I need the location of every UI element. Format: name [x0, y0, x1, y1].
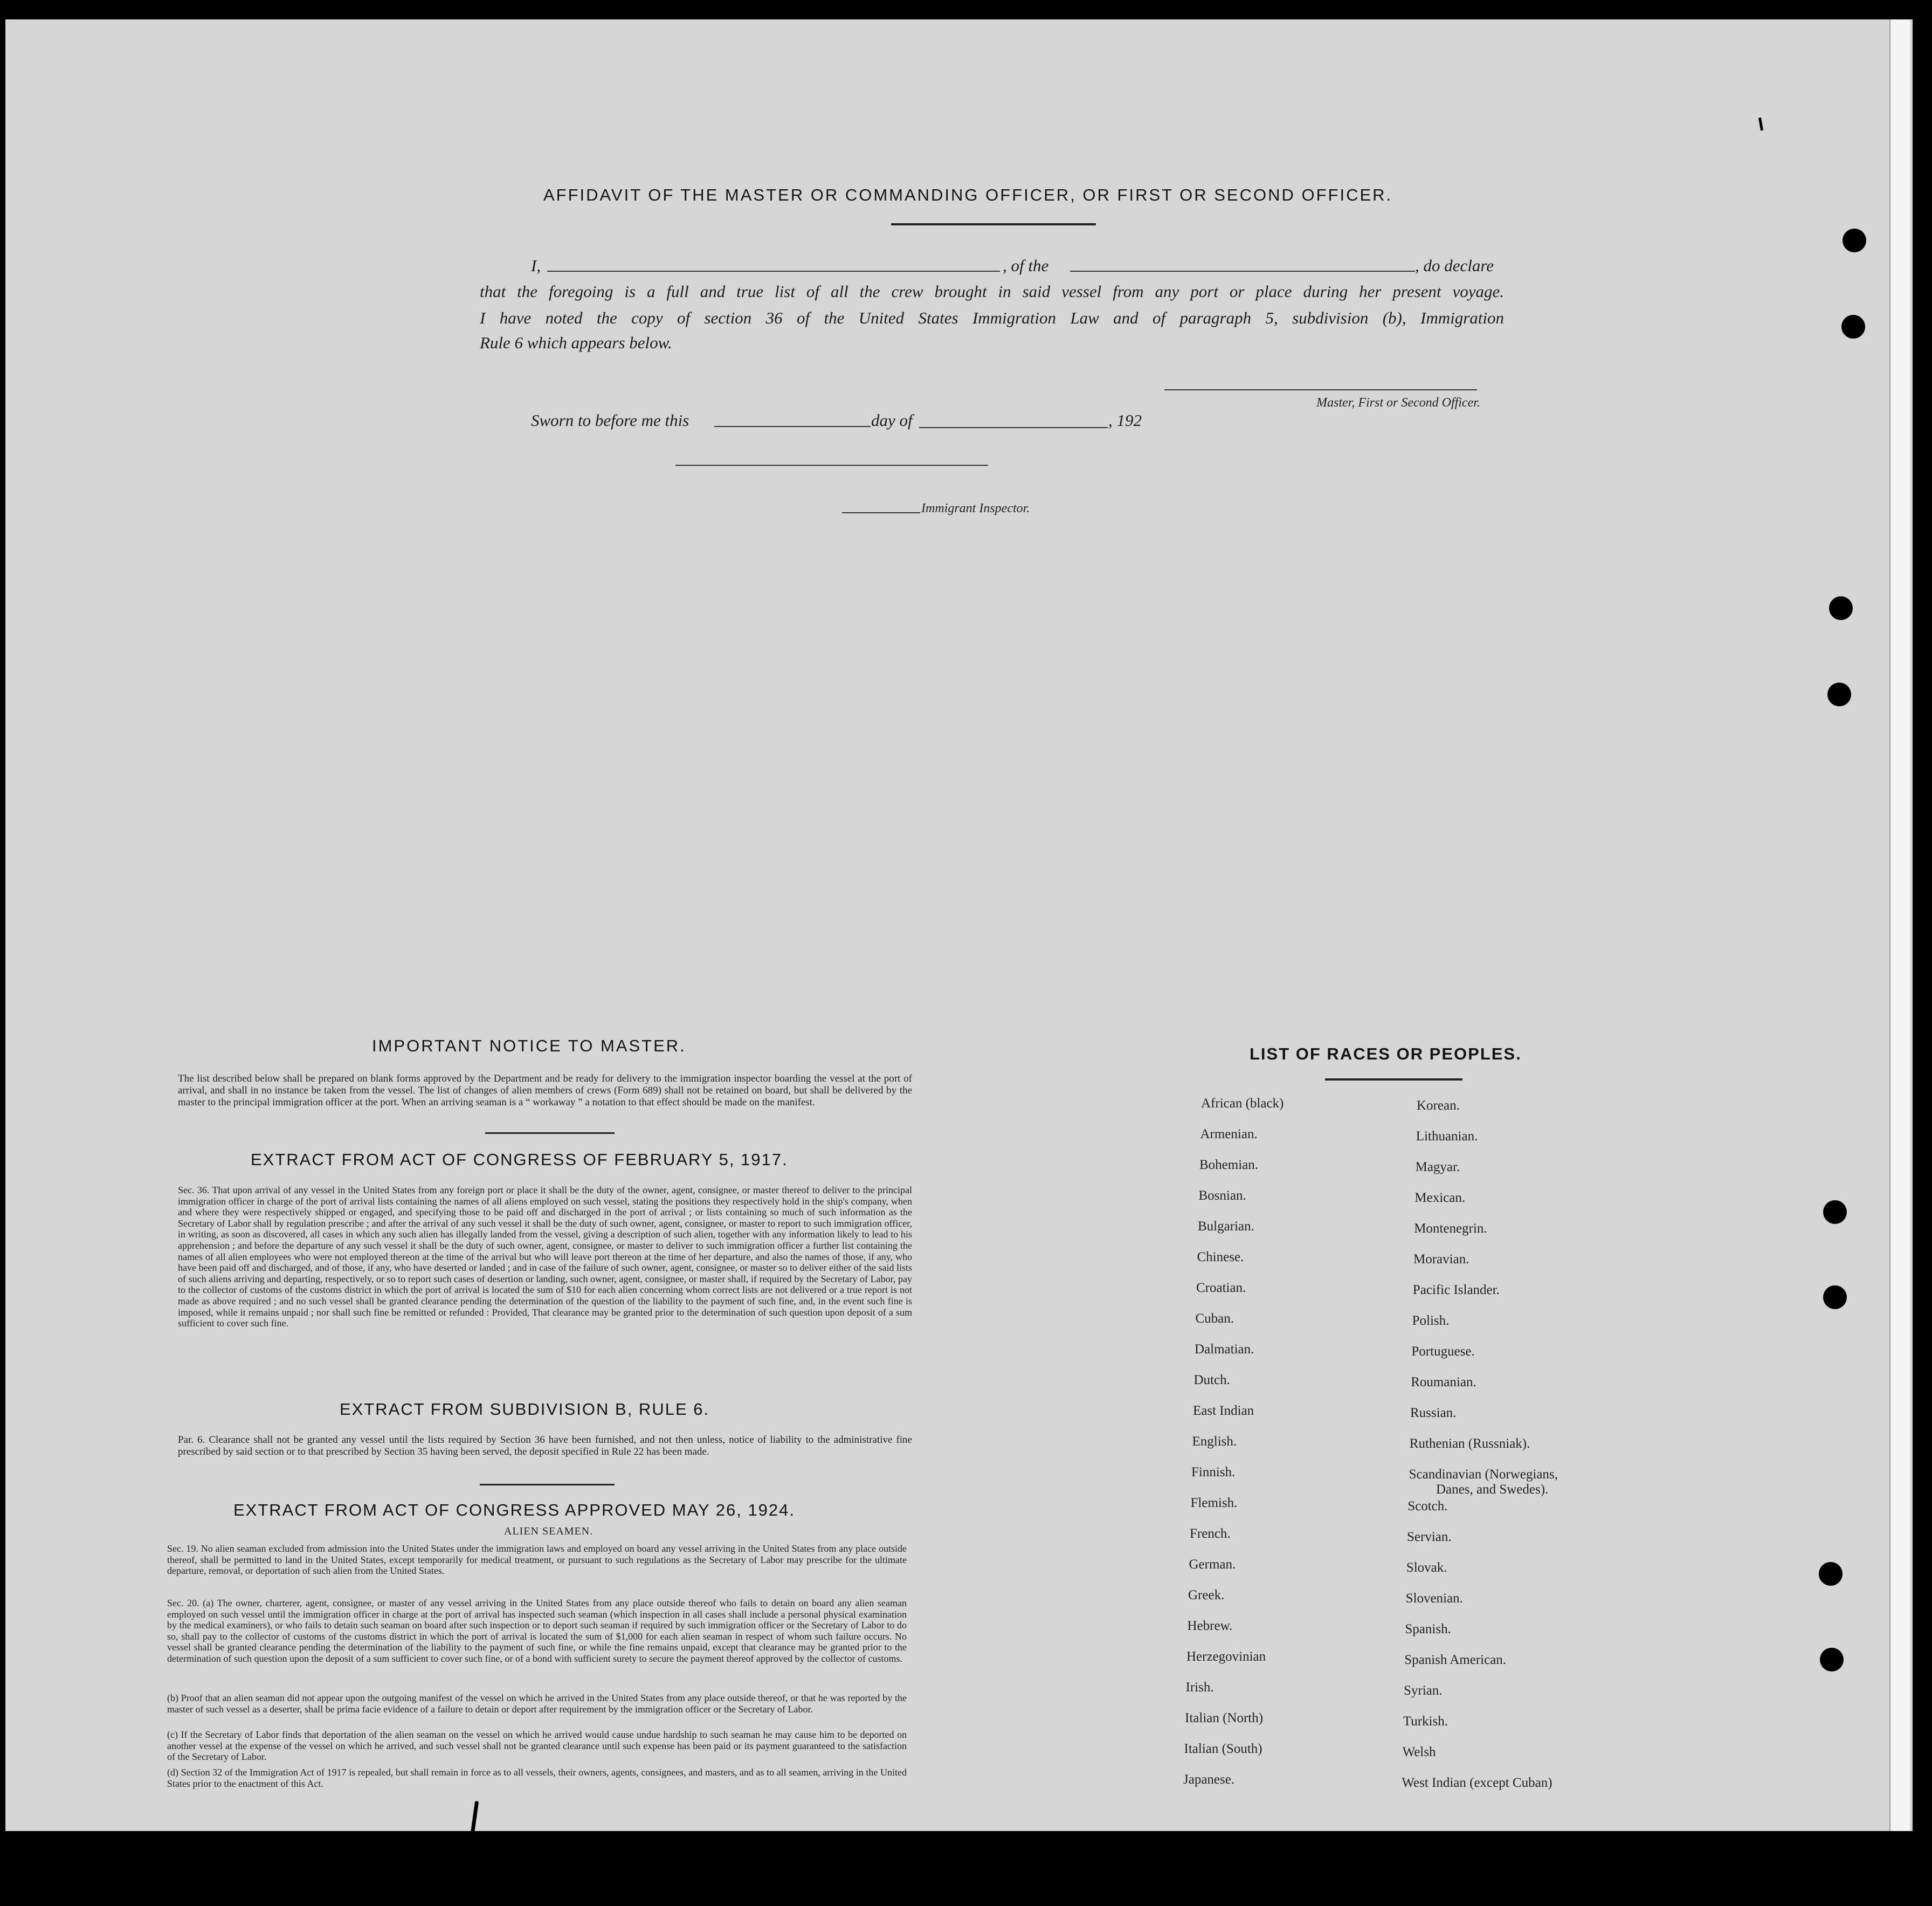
race-item: Lithuanian.	[1416, 1129, 1478, 1144]
notice-divider	[485, 1132, 615, 1134]
race-item: Slovenian.	[1405, 1591, 1463, 1606]
race-item: Servian.	[1407, 1530, 1452, 1544]
name-blank	[547, 271, 1000, 272]
binder-hole	[1823, 1200, 1847, 1224]
race-item: Dalmatian.	[1195, 1342, 1254, 1357]
rule6-divider	[480, 1484, 615, 1485]
race-item: Irish.	[1185, 1680, 1214, 1695]
affidavit-declare-label: , do declare	[1415, 256, 1494, 275]
race-item: Polish.	[1412, 1313, 1450, 1328]
extract-1924-subtitle: ALIEN SEAMEN.	[504, 1525, 594, 1537]
title-underline	[891, 223, 1096, 225]
binder-hole	[1843, 229, 1866, 252]
race-item: Armenian.	[1200, 1127, 1258, 1141]
binder-hole	[1841, 315, 1865, 339]
extract-1924-sec20a: Sec. 20. (a) The owner, charterer, agent, consignee, or master of any vessel arriving in the United States from any place outside thereof who fails to detain on board any alien seaman employed on such vessel until the immigration officer in charge at the port of arrival has inspected such seaman (which inspection in all cases shall include a personal physical examination by the medical examiners), or who fails to detain such seaman on board after such inspection or to deport such seaman if required by such immigration officer or the Secretary of Labor to do so, shall pay to the collector of customs of the customs district in which the port of arrival is located the sum of $1,000 for each alien seaman in respect of whom such failure occurs. No vessel shall be granted clearance pending the determination of the liability to the payment of such fine, or while the fine remains unpaid, except that clearance may be granted prior to the determination of such question upon the deposit of a sum sufficient to cover such fine, or of a bond with sufficient surety to secure the payment thereof approved by the collector of customs.	[167, 1598, 907, 1664]
race-item: Moravian.	[1413, 1252, 1469, 1267]
race-item: Bohemian.	[1199, 1158, 1259, 1172]
affidavit-line-4: Rule 6 which appears below.	[480, 333, 672, 352]
sworn-year-label: , 192	[1108, 411, 1142, 430]
race-item: Danes, and Swedes).	[1436, 1482, 1549, 1497]
binder-hole	[1823, 1285, 1847, 1309]
race-item: Cuban.	[1195, 1311, 1234, 1326]
inspector-caption: Immigrant Inspector.	[921, 501, 1030, 515]
inspector-signature-blank	[675, 465, 988, 466]
race-item: Syrian.	[1404, 1683, 1443, 1698]
extract-rule6-title: EXTRACT FROM SUBDIVISION B, RULE 6.	[340, 1400, 710, 1419]
extract-1924-title: EXTRACT FROM ACT OF CONGRESS APPROVED MAY 26, 1924.	[233, 1501, 796, 1519]
affidavit-title: AFFIDAVIT OF THE MASTER OR COMMANDING OFFICER, OR FIRST OR SECOND OFFICER.	[543, 185, 1393, 204]
race-item: Portuguese.	[1411, 1344, 1475, 1359]
binder-hole	[1829, 596, 1853, 620]
race-item: Flemish.	[1190, 1496, 1238, 1510]
race-item: English.	[1192, 1434, 1237, 1449]
race-item: Spanish.	[1405, 1622, 1451, 1636]
signature-blank	[1164, 389, 1477, 390]
race-item: Croatian.	[1196, 1281, 1246, 1295]
race-item: Japanese.	[1183, 1772, 1235, 1787]
races-title: LIST OF RACES OR PEOPLES.	[1250, 1044, 1522, 1063]
race-item: Italian (North)	[1185, 1711, 1264, 1725]
race-item: Korean.	[1417, 1098, 1460, 1113]
sworn-day-of-label: day of	[871, 411, 913, 430]
race-item: Roumanian.	[1411, 1375, 1476, 1389]
notice-title: IMPORTANT NOTICE TO MASTER.	[372, 1036, 686, 1055]
sworn-label: Sworn to before me this	[531, 411, 689, 430]
race-item: African (black)	[1201, 1096, 1284, 1111]
race-item: German.	[1189, 1557, 1236, 1572]
race-item: Dutch.	[1193, 1373, 1230, 1387]
extract-1924-sec20b: (b) Proof that an alien seaman did not appear upon the outgoing manifest of the vessel on which he arrived in the United States from any place outside thereof, or that he was reported by the master of such vessel as a deserter, shall be prima facie evidence of a failure to detain or deport after requirement by the immigration officer or the Secretary of Labor.	[167, 1692, 907, 1715]
race-item: East Indian	[1193, 1403, 1254, 1418]
extract-1924-sec20c: (c) If the Secretary of Labor finds that deportation of the alien seaman on the vessel on which he arrived would cause undue hardship to such seaman he may cause him to be deported on another vessel at the expense of the vessel on which he arrived, and such vessel shall not be granted clearance until such expense has been paid or its payment guaranteed to the satisfaction of the Secretary of Labor.	[167, 1729, 907, 1762]
race-item: Pacific Islander.	[1412, 1283, 1500, 1297]
race-item: Hebrew.	[1187, 1619, 1233, 1633]
extract-1924-sec19: Sec. 19. No alien seaman excluded from admission into the United States under the immigration laws and employed on board any vessel arriving in the United States from any place outside thereof, shall be permitted to land in the United States, except temporarily for medical treatment, or pursuant to such regulations as the Secretary of Labor may prescribe for the ultimate departure, removal, or deportation of such alien from the United States.	[167, 1543, 907, 1576]
race-item: Russian.	[1410, 1406, 1457, 1420]
signature-caption: Master, First or Second Officer.	[1316, 396, 1480, 410]
extract-1917-title: EXTRACT FROM ACT OF CONGRESS OF FEBRUARY 5, 1917.	[251, 1150, 788, 1169]
race-item: Spanish American.	[1404, 1653, 1507, 1667]
page-edge	[1889, 19, 1910, 1831]
affidavit-i-label: I,	[531, 256, 541, 275]
affidavit-line-3: I have noted the copy of section 36 of the United States Immigration Law and of paragraph 5, subdivision (b), Immigration	[480, 308, 1504, 327]
notice-text: The list described below shall be prepared on blank forms approved by the Department and be ready for delivery to the immigration inspector boarding the vessel at the port of arrival, and shall in no instance be taken from the vessel. The list of changes of alien members of crews (Form 689) shall not be retained on board, but shall be delivered by the master to the principal immigration officer at the port. When an arriving seaman is a “ workaway ” a notation to that effect should be made on the manifest.	[178, 1073, 912, 1108]
binder-hole	[1827, 683, 1851, 706]
race-item: Ruthenian (Russniak).	[1409, 1436, 1530, 1451]
race-item: Magyar.	[1415, 1160, 1460, 1174]
binder-hole	[1820, 1648, 1844, 1671]
sworn-day-blank	[714, 426, 871, 427]
inspector-prefix-blank	[842, 512, 920, 513]
race-item: Scotch.	[1407, 1499, 1448, 1513]
race-item: Welsh	[1402, 1745, 1436, 1759]
races-title-underline	[1325, 1078, 1462, 1081]
race-item: Bulgarian.	[1198, 1219, 1254, 1234]
race-item: Chinese.	[1197, 1250, 1244, 1264]
binder-hole	[1819, 1562, 1843, 1586]
sworn-month-blank	[919, 427, 1108, 428]
vessel-blank	[1070, 271, 1415, 272]
race-item: Finnish.	[1191, 1465, 1236, 1480]
extract-1917-text: Sec. 36. That upon arrival of any vessel in the United States from any foreign port or place it shall be the duty of the owner, agent, consignee, or master thereof to deliver to the principal immigration officer in charge of the port of arrival lists containing the names of all aliens employed on such vessel, stating the positions they respectively hold in the ship's company, when and where they were respectively shipped or engaged, and specifying those to be paid off and discharged in the port of arrival ; or lists containing so much of such information as the Secretary of Labor shall by regulation prescribe ; and after the arrival of any such vessel it shall be the duty of such owner, agent, consignee, or master to report to such immigration officer, in writing, as soon as discovered, all cases in which any such alien has illegally landed from the vessel, giving a description of such alien, together with any information likely to lead to his apprehension ; and before the departure of any such vessel it shall be the duty of such owner, agent, consignee, or master to deliver to such immigration officer a further list containing the names of all alien employees who were not employed thereon at the time of the arrival but who will leave port thereon at the time of her departure, and also the names of those, if any, who have been paid off and discharged, and of those, if any, who have deserted or landed ; and in case of the failure of such owner, agent, consignee, or master so to deliver either of the said lists of such aliens arriving and departing, respectively, or so to report such cases of desertion or landing, such owner, agent, consignee, or master shall, if required by the Secretary of Labor, pay to the collector of customs of the customs district in which the port of arrival is located the sum of $10 for each alien concerning whom correct lists are not delivered or a true report is not made as above required ; and no such vessel shall be granted clearance pending the determination of the question of the liability to the payment of such fine, and, in the event such fine is imposed, while it remains unpaid ; nor shall such fine be remitted or refunded : Provided, That clearance may be granted prior to the determination of such question upon deposit of a sum sufficient to cover such fine.	[178, 1185, 912, 1329]
extract-rule6-text: Par. 6. Clearance shall not be granted any vessel until the lists required by Section 36 have been furnished, and not then unless, notice of liability to the administrative fine prescribed by said section or to that prescribed by Section 35 having been served, the deposit specified in Rule 22 has been made.	[178, 1434, 912, 1457]
race-item: Italian (South)	[1184, 1742, 1262, 1756]
affidavit-of-the-label: , of the	[1003, 256, 1049, 275]
race-item: West Indian (except Cuban)	[1402, 1776, 1552, 1790]
race-item: French.	[1190, 1526, 1231, 1541]
race-item: Turkish.	[1403, 1714, 1448, 1729]
race-item: Mexican.	[1414, 1191, 1466, 1205]
race-item: Slovak.	[1406, 1560, 1447, 1575]
affidavit-line-2: that the foregoing is a full and true list of all the crew brought in said vessel from any port or place during her present voyage.	[480, 282, 1504, 301]
race-item: Herzegovinian	[1186, 1649, 1266, 1664]
extract-1924-sec20d: (d) Section 32 of the Immigration Act of 1917 is repealed, but shall remain in force as to all vessels, their owners, agents, consignees, and masters, and as to all seamen, arriving in the United States prior to the enactment of this Act.	[167, 1767, 907, 1789]
race-item: Bosnian.	[1198, 1188, 1246, 1203]
race-item: Scandinavian (Norwegians,	[1409, 1467, 1558, 1482]
race-item: Montenegrin.	[1414, 1221, 1487, 1236]
race-item: Greek.	[1188, 1588, 1225, 1602]
